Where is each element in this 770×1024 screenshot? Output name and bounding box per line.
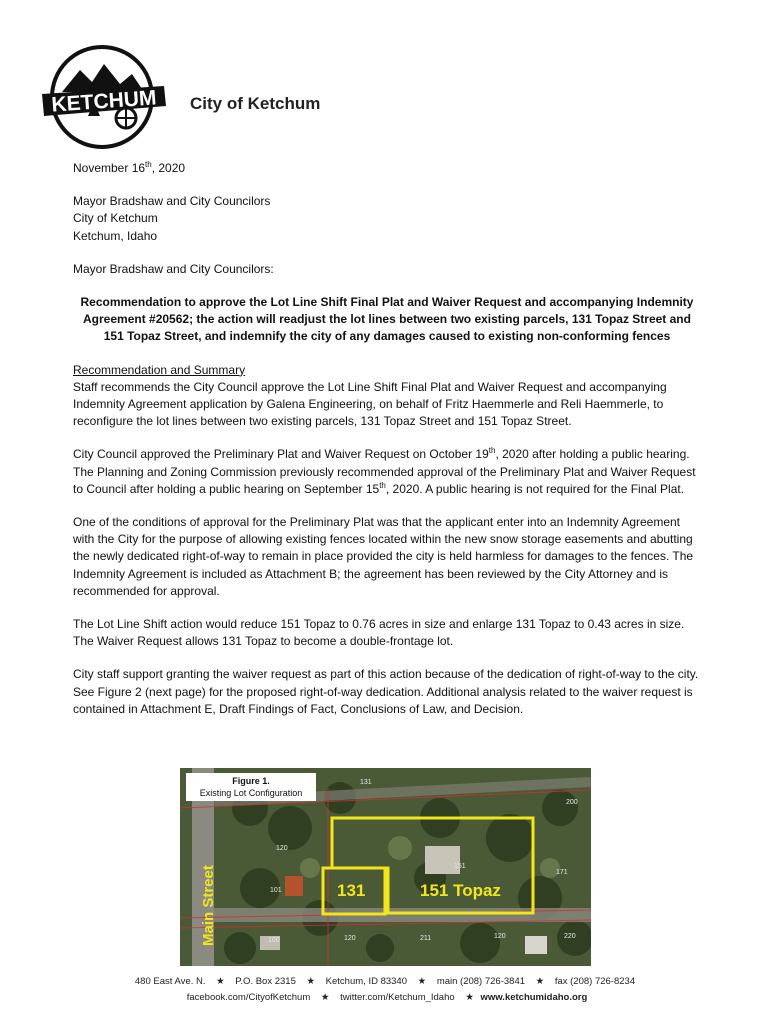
- lot-131-label: 131: [337, 881, 366, 900]
- paragraph-waiver: City staff support granting the waiver request as part of this action because of the dedication of right-of-way to the city. See Figure 2 (next page) for the proposed right-of-way dedication. Additional analysis related to the waiver request is contained in Attachment E, Draft Findings of Fact, Conclusions of Law, and Decision.: [73, 667, 699, 716]
- parcel-number: 151: [454, 863, 466, 870]
- paragraph-lot-shift: The Lot Line Shift action would reduce 151 Topaz to 0.76 acres in size and enlarge 131 Topaz to 0.43 acres in size. The Waiver Request allows 131 Topaz to become a double-frontage lot.: [73, 617, 685, 649]
- footer-address: 480 East Ave. N.: [134, 976, 206, 987]
- parcel-number: 100: [268, 937, 280, 944]
- letter-date: November 16th, 2020: [73, 160, 186, 175]
- footer-main-phone: main (208) 726-3841: [436, 976, 526, 987]
- footer-po-box: P.O. Box 2315: [235, 976, 296, 987]
- parcel-number: 120: [494, 933, 506, 940]
- salutation: Mayor Bradshaw and City Councilors:: [73, 261, 274, 276]
- aerial-map-figure: [180, 768, 591, 966]
- star-icon: ★: [216, 976, 225, 987]
- city-logo: [40, 42, 170, 152]
- section-heading: Recommendation and Summary: [73, 362, 246, 377]
- lot-151-label: 151 Topaz: [420, 881, 501, 900]
- footer-website[interactable]: www.ketchumidaho.org: [480, 992, 588, 1003]
- star-icon: ★: [320, 992, 330, 1003]
- footer-city: Ketchum, ID 83340: [325, 976, 407, 987]
- subject-line: Recommendation to approve the Lot Line Shift Final Plat and Waiver Request and accompanying Indemnity Agreement #20562; the action will readjust the lot lines between two existing parcels, 131 Topaz Street and 151 Topaz Street, and indemnify the city of any damages caused to existing non-conforming fences: [80, 295, 694, 344]
- parcel-number: 101: [270, 887, 282, 894]
- figure-subtitle: Existing Lot Configuration: [199, 788, 303, 798]
- footer-facebook[interactable]: facebook.com/CityofKetchum: [186, 992, 311, 1003]
- parcel-number: 120: [344, 935, 356, 942]
- star-icon: ★: [465, 992, 474, 1003]
- street-label: Main Street: [200, 865, 217, 946]
- paragraph-approval: City Council approved the Preliminary Plat and Waiver Request on October 19th, 2020 after holding a public hearing. The Planning and Zoning Commission previously recommended approval of the Preliminary Plat and Waiver Request to Council after holding a public hearing on September 15th, 2020. A public hearing is not required for the Final Plat.: [73, 446, 696, 496]
- page-footer: [0, 974, 770, 1006]
- star-icon: ★: [306, 976, 316, 987]
- figure-caption: [186, 773, 316, 801]
- parcel-number: 200: [566, 799, 578, 806]
- parcel-number: 131: [360, 779, 372, 786]
- address-line: Mayor Bradshaw and City Councilors: [73, 194, 271, 209]
- parcel-number: 220: [564, 933, 576, 940]
- paragraph-indemnity: One of the conditions of approval for the Preliminary Plat was that the applicant enter into an Indemnity Agreement with the City for the purpose of allowing existing fences located within the new snow storage easements and abutting the newly dedicated right-of-way to remain in place provided the city is held harmless for damages to the fences. The Indemnity Agreement is included as Attachment B; the agreement has been reviewed by the City Attorney and is recommended for approval.: [73, 515, 694, 598]
- paragraph-recommendation: Staff recommends the City Council approve the Lot Line Shift Final Plat and Waiver Request and accompanying Indemnity Agreement application by Galena Engineering, on behalf of Fritz Haemmerle and Reli Haemmerle, to reconfigure the lot lines between two existing parcels, 131 Topaz Street and 151 Topaz Street.: [73, 379, 667, 429]
- parcel-number: 120: [276, 845, 288, 852]
- figure-title: Figure 1.: [232, 776, 270, 786]
- logo-wordmark: KETCHUM: [50, 86, 158, 117]
- footer-fax: fax (208) 726-8234: [554, 976, 636, 987]
- parcel-number: 171: [556, 869, 568, 876]
- footer-twitter[interactable]: twitter.com/Ketchum_Idaho: [340, 992, 455, 1003]
- star-icon: ★: [535, 976, 545, 987]
- star-icon: ★: [417, 976, 427, 987]
- address-line: City of Ketchum: [73, 211, 158, 226]
- letter-body: [73, 160, 701, 718]
- parcel-number: 211: [420, 935, 432, 942]
- address-line: Ketchum, Idaho: [73, 228, 158, 243]
- city-name: City of Ketchum: [190, 94, 321, 113]
